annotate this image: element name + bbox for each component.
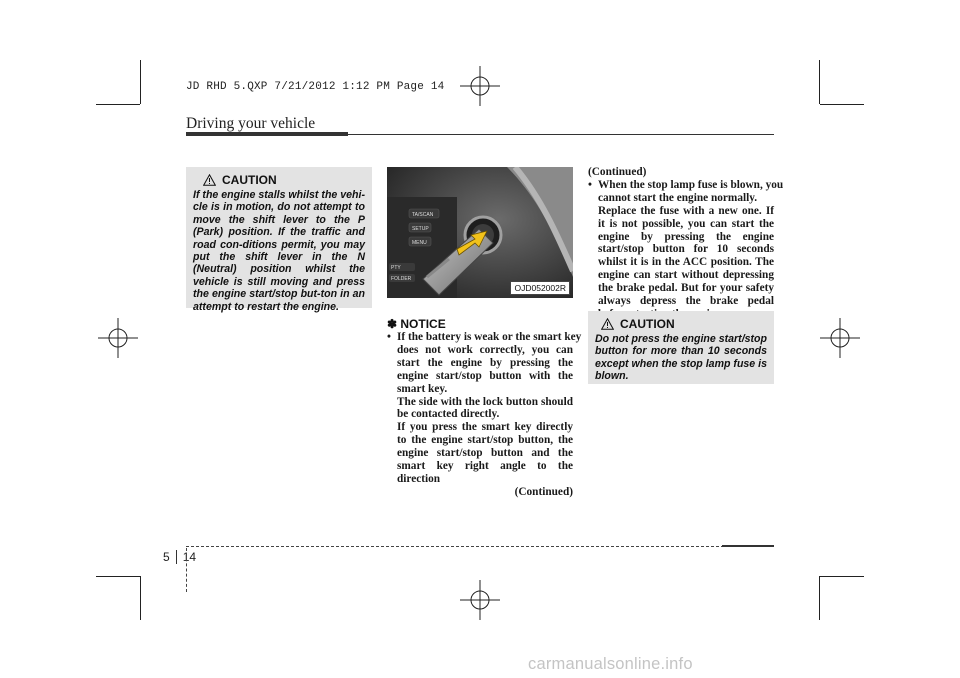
crop-mark <box>820 576 864 577</box>
caution-text: If the engine stalls whilst the vehi-cle is in motion, do not attempt to move the shift lever to the P (Park) position. If the traffic and road con-ditions permit, you may put the shift lever in the N (Neutral) position whilst the vehicle is still moving and press the engine start/stop but-ton in an attempt to restart the engine. <box>193 189 365 313</box>
section-title: Driving your vehicle <box>186 115 316 132</box>
photo-button-label: FOLDER <box>391 276 412 282</box>
notice-text <box>387 331 582 499</box>
footer-rule-accent <box>722 545 774 547</box>
registration-mark-icon <box>820 318 860 358</box>
start-stop-button-photo <box>387 167 573 298</box>
bullet-marker: • <box>588 178 592 191</box>
warning-triangle-icon <box>601 318 614 330</box>
continued-note: (Continued) <box>514 485 573 498</box>
page-number-separator <box>176 550 177 564</box>
warning-triangle-icon <box>203 174 216 186</box>
crop-mark <box>96 576 140 577</box>
notice-first-line: If the battery is weak or the smart key <box>397 331 582 343</box>
crop-mark <box>819 60 820 104</box>
crop-mark <box>820 104 864 105</box>
chapter-number: 5 <box>163 550 170 564</box>
photo-button-label: SETUP <box>412 226 429 232</box>
caution-heading <box>595 317 767 331</box>
caution-box-right <box>588 311 774 384</box>
registration-mark-icon <box>460 66 500 106</box>
right-paragraph: Replace the fuse with a new one. If it is not possible, you can start the engine by pressing the engine start/stop button for 10 seconds whilst it is in the ACC position. The engine can start without depressing the brake pedal. But for your safety always depress the brake pedal <box>598 204 774 308</box>
caution-title: CAUTION <box>222 173 277 187</box>
registration-mark-icon <box>98 318 138 358</box>
right-column-text <box>588 166 784 321</box>
crop-mark <box>140 60 141 104</box>
print-slug: JD RHD 5.QXP 7/21/2012 1:12 PM Page 14 <box>186 81 445 93</box>
page-number <box>163 550 196 564</box>
notice-paragraph: does not work correctly, you can start the engine by pressing the engine start/stop button with the smart key. <box>397 343 573 395</box>
footer-guide <box>186 548 187 592</box>
crop-mark <box>819 576 820 620</box>
right-paragraph: cannot start the engine normally. <box>598 191 758 204</box>
title-rule <box>186 134 774 135</box>
notice-paragraph: The side with the lock button should be contacted directly. <box>397 395 573 421</box>
figure-code: OJD052002R <box>510 281 570 295</box>
footer-rule <box>186 546 774 547</box>
crop-mark <box>96 104 140 105</box>
caution-heading <box>193 173 365 187</box>
photo-button-label: MENU <box>412 240 427 246</box>
bullet-marker: • <box>387 331 391 343</box>
photo-button-label: PTY <box>391 265 401 271</box>
right-bullet-line <box>588 178 784 192</box>
notice-bullet-line <box>387 331 582 344</box>
smart-key-illustration <box>387 167 573 298</box>
crop-mark <box>140 576 141 620</box>
notice-heading: ✽ NOTICE <box>387 317 446 331</box>
registration-mark-icon <box>460 580 500 620</box>
caution-text: Do not press the engine start/stop button for more than 10 seconds except when the stop lamp fuse is blown. <box>595 333 767 383</box>
watermark: carmanualsonline.info <box>528 655 693 673</box>
page-number-value: 14 <box>182 550 197 564</box>
photo-button-label: TA/SCAN <box>412 212 434 218</box>
caution-title: CAUTION <box>620 317 675 331</box>
caution-box-left <box>186 167 372 313</box>
continued-note: (Continued) <box>588 166 647 178</box>
right-first-line: When the stop lamp fuse is blown, you <box>598 178 784 191</box>
notice-paragraph: If you press the smart key directly to the engine start/stop button, the engine start/stop button and the smart key right angle to the direction <box>397 421 573 485</box>
